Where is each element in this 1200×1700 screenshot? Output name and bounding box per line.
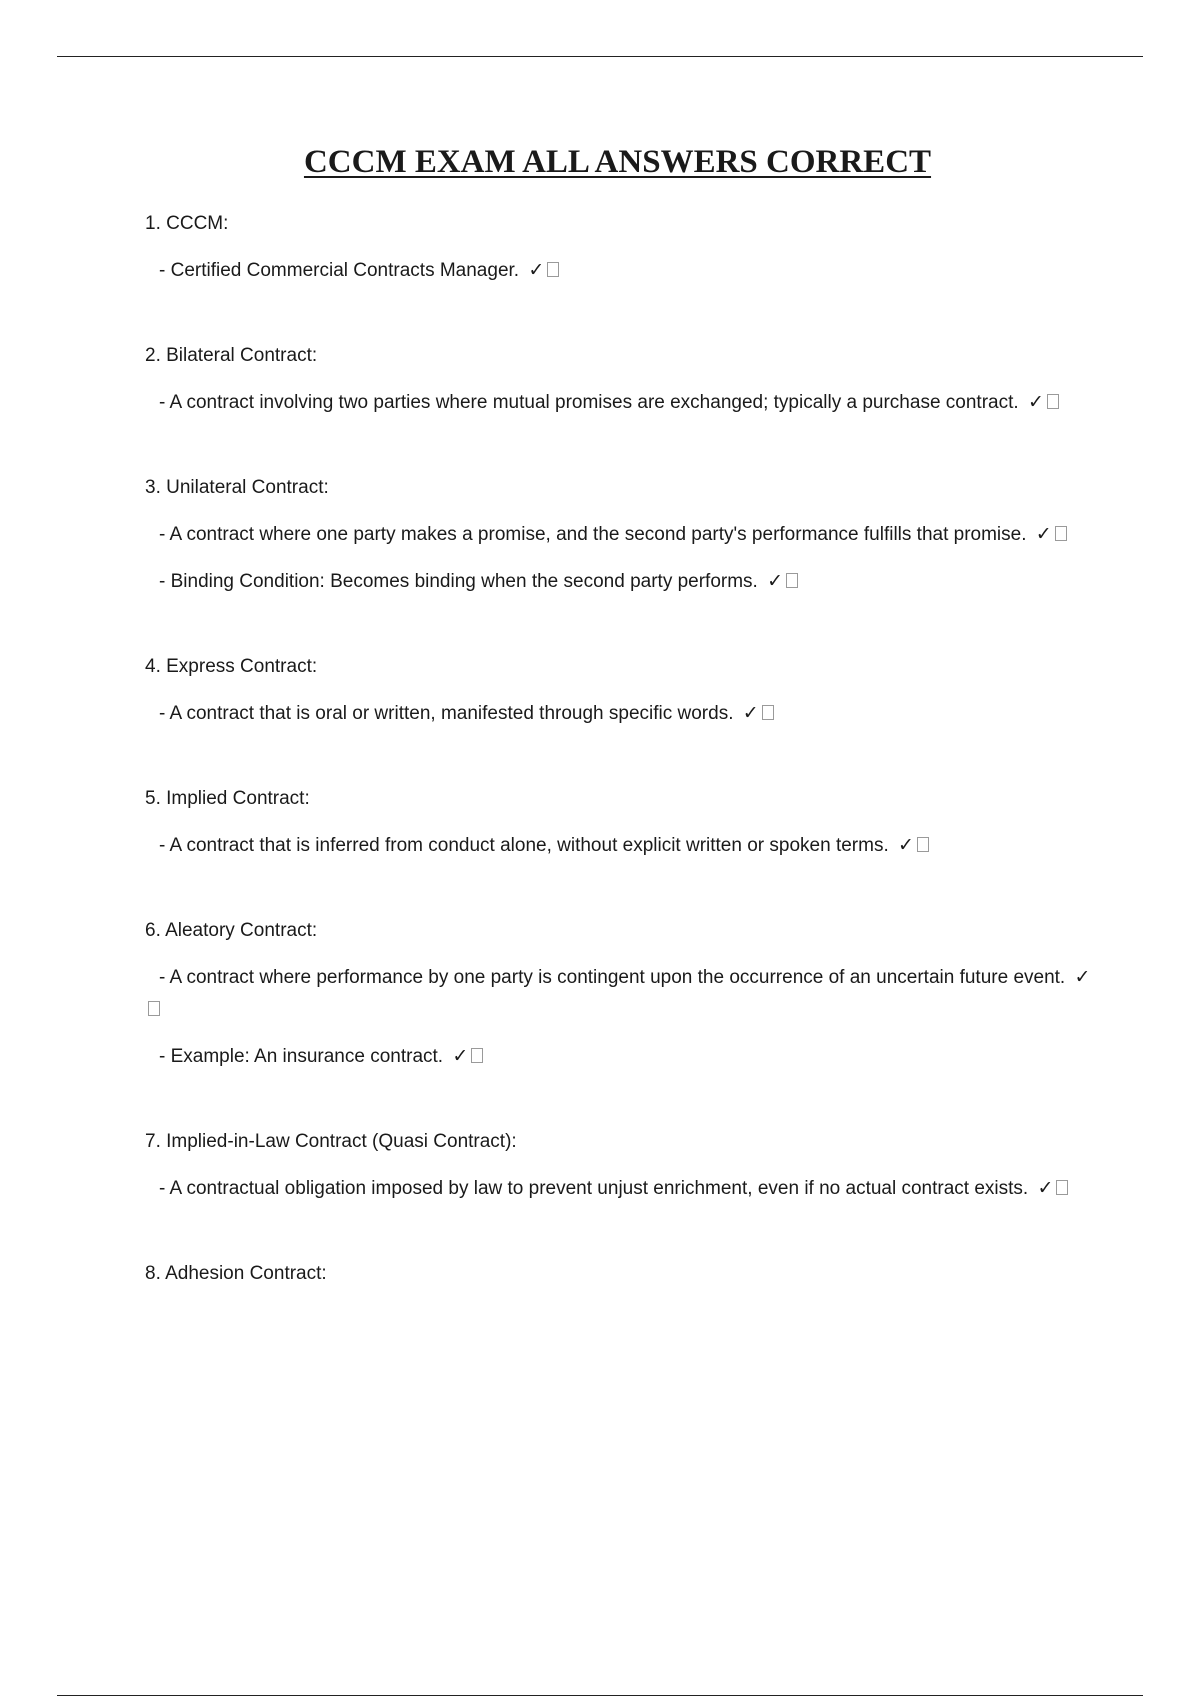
definition: [145, 565, 1095, 598]
definition-text: - A contractual obligation imposed by law to prevent unjust enrichment, even if no actual contract exists.: [159, 1178, 1029, 1199]
qa-item-1: [145, 210, 1095, 287]
term: 2. Bilateral Contract:: [145, 345, 318, 366]
qa-item-6: [145, 917, 1095, 1073]
checkbox-glyph-icon: [1047, 394, 1059, 409]
check-icon: ✓: [898, 834, 914, 856]
page-title-text: CCCM EXAM ALL ANSWERS CORRECT: [303, 144, 932, 180]
checkbox-glyph-icon: [547, 262, 559, 277]
checkbox-glyph-icon: [1056, 1180, 1068, 1195]
footer-rule: [57, 1695, 1143, 1696]
check-icon: ✓: [1035, 523, 1052, 545]
check-icon: ✓: [1074, 966, 1091, 988]
qa-item-3: [145, 474, 1095, 598]
qa-item-8: [145, 1260, 1095, 1288]
header-rule: [57, 56, 1143, 57]
qa-item-7: [145, 1128, 1095, 1205]
definition-text: - A contract that is oral or written, manifested through specific words.: [159, 703, 734, 724]
qa-item-2: [145, 342, 1095, 419]
definition: [145, 961, 1095, 1026]
qa-item-4: [145, 653, 1095, 730]
checkbox-glyph-icon: [1055, 526, 1067, 541]
checkbox-glyph-icon: [471, 1048, 483, 1063]
definition: [145, 1040, 1095, 1073]
term: 1. CCCM:: [145, 213, 229, 234]
checkbox-glyph-icon: [762, 705, 774, 720]
qa-item-5: [145, 785, 1095, 862]
definition: [145, 1172, 1095, 1205]
definition: [145, 254, 1095, 287]
check-icon: ✓: [452, 1045, 469, 1067]
term: 4. Express Contract:: [145, 656, 318, 677]
check-icon: ✓: [767, 570, 784, 592]
checkbox-glyph-icon: [786, 573, 798, 588]
definition-text: - A contract involving two parties where mutual promises are exchanged; typically a purchase contract.: [159, 392, 1019, 413]
definition: [145, 697, 1095, 730]
definition-text: - Binding Condition: Becomes binding when the second party performs.: [159, 571, 758, 592]
term: 6. Aleatory Contract:: [145, 920, 318, 941]
definition-text: - A contract that is inferred from conduct alone, without explicit written or spoken terms.: [159, 835, 889, 856]
term: 7. Implied-in-Law Contract (Quasi Contract):: [145, 1131, 517, 1152]
definition-text: - Certified Commercial Contracts Manager.: [159, 260, 520, 281]
check-icon: ✓: [528, 259, 545, 281]
check-icon: ✓: [1027, 391, 1044, 413]
definition: [145, 829, 1095, 862]
definition-text: - A contract where one party makes a promise, and the second party's performance fulfills that promise.: [159, 524, 1027, 545]
checkbox-glyph-icon: [148, 1001, 160, 1016]
term: 8. Adhesion Contract:: [145, 1263, 327, 1284]
definition: [145, 386, 1095, 419]
definition-text: - Example: An insurance contract.: [159, 1046, 444, 1067]
page-title: [0, 142, 1200, 182]
qa-list: [145, 210, 1095, 1304]
check-icon: ✓: [1037, 1177, 1054, 1199]
definition: [145, 518, 1095, 551]
definition-text: - A contract where performance by one party is contingent upon the occurrence of an uncertain future event.: [159, 967, 1066, 988]
check-icon: ✓: [742, 702, 759, 724]
term: 5. Implied Contract:: [145, 788, 310, 809]
checkbox-glyph-icon: [917, 837, 929, 852]
term: 3. Unilateral Contract:: [145, 477, 329, 498]
